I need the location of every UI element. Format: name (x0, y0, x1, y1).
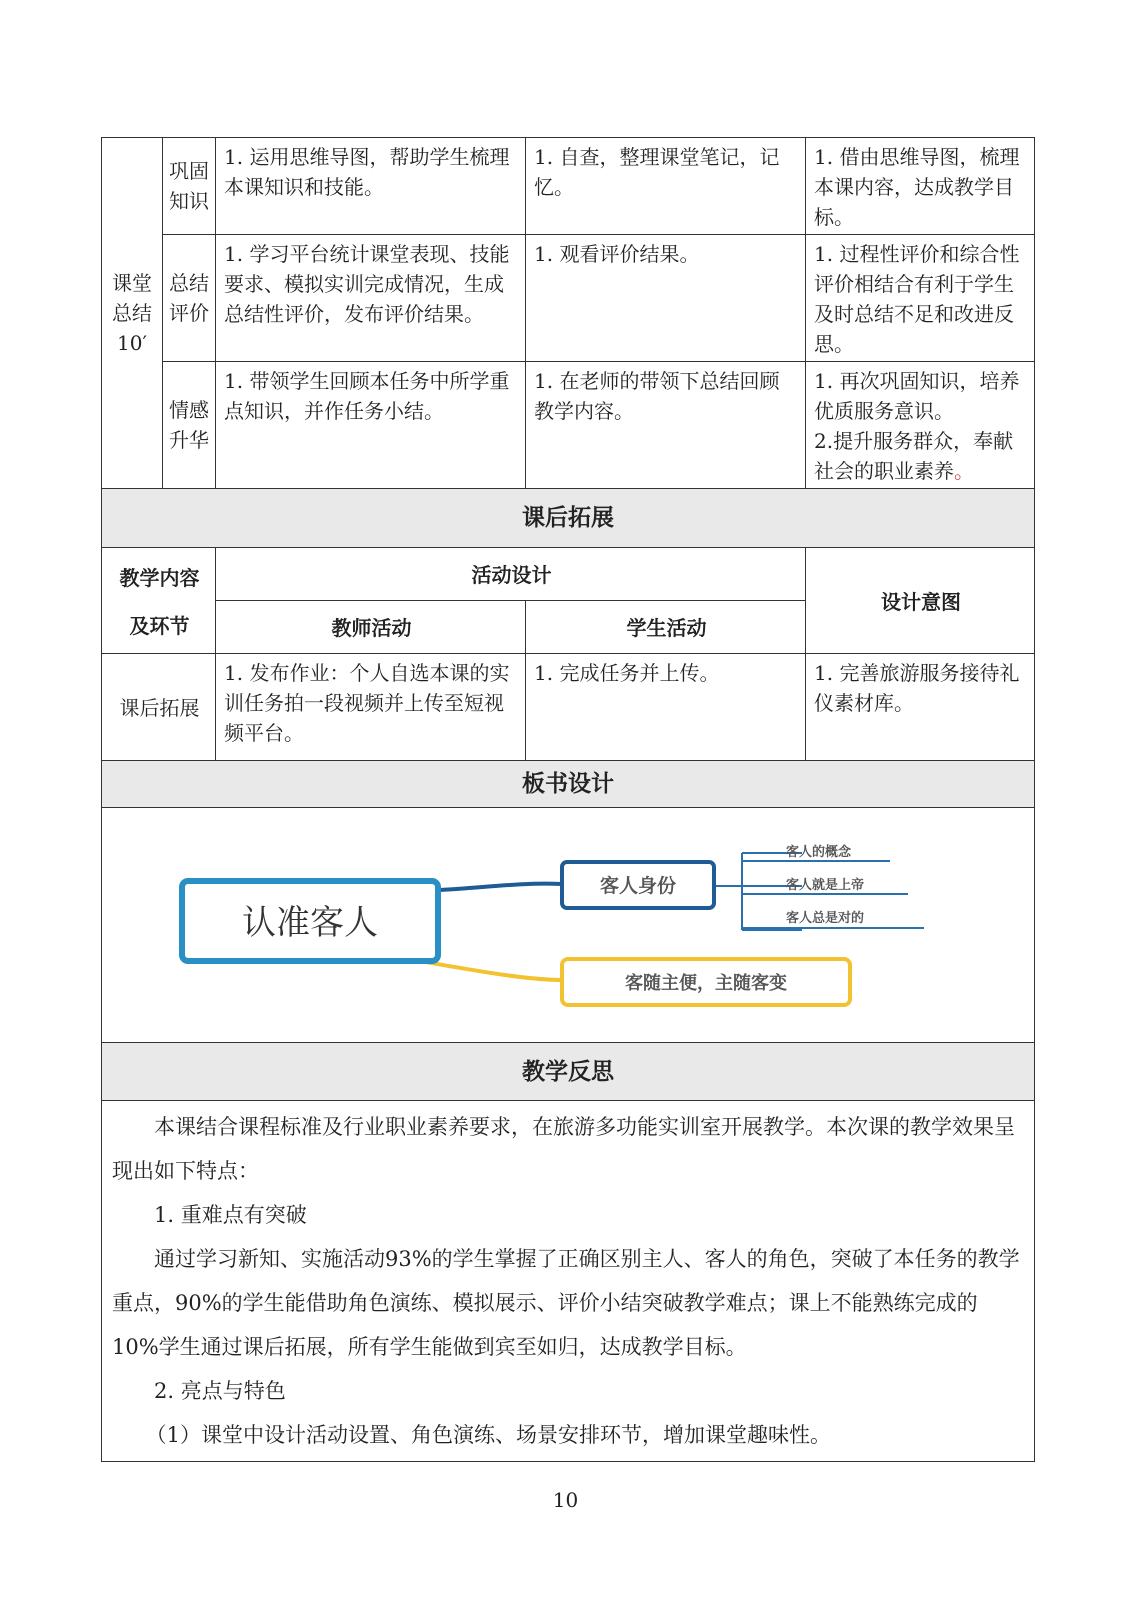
phase-label: 情感升华 (163, 362, 216, 489)
leaf-label: 客人就是上帝 (786, 878, 865, 893)
summary-row-2 (102, 235, 1035, 362)
phase-label: 巩固知识 (163, 138, 216, 235)
reflection-point1-title: 1. 重难点有突破 (154, 1203, 307, 1227)
branch-node-identity-label: 客人身份 (599, 875, 677, 897)
col-header-teacher: 教师活动 (216, 601, 526, 654)
summary-section-label: 课堂总结10′ (102, 138, 163, 489)
intent-line-1: 1. 再次巩固知识，培养优质服务意识。 (814, 369, 1020, 423)
intent-line-2: 2.提升服务群众，奉献社会的职业素养。 (814, 429, 1014, 483)
page-number: 10 (552, 1488, 579, 1512)
mind-map (102, 808, 1035, 1042)
after-class-row (102, 654, 1035, 761)
col-header-student: 学生活动 (526, 601, 806, 654)
design-intent: 1. 过程性评价和综合性评价相结合有利于学生及时总结不足和改进反思。 (806, 235, 1035, 362)
student-activity: 1. 观看评价结果。 (526, 235, 806, 362)
col-header-content: 教学内容及环节 (102, 548, 216, 654)
leaf-label: 客人总是对的 (786, 911, 865, 926)
reflection-point1-body: 通过学习新知、实施活动93%的学生掌握了正确区别主人、客人的角色，突破了本任务的教学重点，90%的学生能借助角色演练、模拟展示、评价小结突破教学难点；课上不能熟练完成的10%学生通过课后拓展，所有学生能做到宾至如归，达成教学目标。 (112, 1247, 1020, 1359)
student-activity: 1. 完成任务并上传。 (526, 654, 806, 761)
phase-label: 总结评价 (163, 235, 216, 362)
mind-map-cell (102, 808, 1035, 1043)
center-node-label: 认准客人 (242, 903, 378, 943)
student-activity: 1. 在老师的带领下总结回顾教学内容。 (526, 362, 806, 489)
teacher-activity: 1. 带领学生回顾本任务中所学重点知识，并作任务小结。 (216, 362, 526, 489)
col-header-activity: 活动设计 (216, 548, 806, 601)
col-header-intent: 设计意图 (806, 548, 1035, 654)
reflection-point2-title: 2. 亮点与特色 (154, 1379, 286, 1403)
leaf-bracket (716, 853, 742, 930)
reflection-point2-item1: （1）课堂中设计活动设置、角色演练、场景安排环节，增加课堂趣味性。 (145, 1423, 831, 1447)
design-intent (806, 362, 1035, 489)
red-period: 。 (954, 459, 974, 483)
branch-node-principle-label: 客随主便，主随客变 (625, 973, 787, 994)
section-title-after-class: 课后拓展 (102, 489, 1035, 548)
teacher-activity: 1. 发布作业：个人自选本课的实训任务拍一段视频并上传至短视频平台。 (216, 654, 526, 761)
student-activity: 1. 自查，整理课堂笔记，记忆。 (526, 138, 806, 235)
teacher-activity: 1. 学习平台统计课堂表现、技能要求、模拟实训完成情况，生成总结性评价，发布评价结果。 (216, 235, 526, 362)
design-intent: 1. 完善旅游服务接待礼仪素材库。 (806, 654, 1035, 761)
section-title-board: 板书设计 (102, 761, 1035, 808)
reflection-intro: 本课结合课程标准及行业职业素养要求，在旅游多功能实训室开展教学。本次课的教学效果呈现出如下特点： (112, 1115, 1015, 1183)
leaf-label: 客人的概念 (786, 845, 852, 860)
summary-row-1 (102, 138, 1035, 235)
summary-row-3 (102, 362, 1035, 489)
design-intent: 1. 借由思维导图，梳理本课内容，达成教学目标。 (806, 138, 1035, 235)
branch-connector-blue (440, 884, 562, 890)
lesson-plan-table (101, 137, 1034, 1462)
section-title-reflection: 教学反思 (102, 1043, 1035, 1101)
reflection-body (102, 1101, 1035, 1462)
teacher-activity: 1. 运用思维导图，帮助学生梳理本课知识和技能。 (216, 138, 526, 235)
phase-label: 课后拓展 (102, 654, 216, 761)
